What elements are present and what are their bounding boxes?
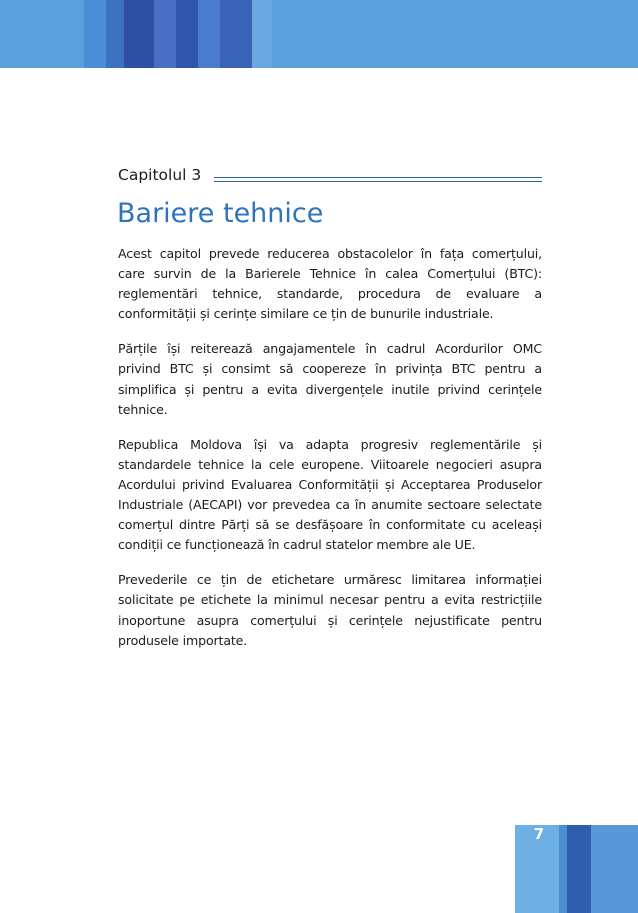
band-stripe [154, 0, 176, 68]
band-stripe [106, 0, 124, 68]
band-stripe [198, 0, 220, 68]
band-stripe [559, 825, 567, 913]
paragraph: Acest capitol prevede reducerea obstacolelor în fața comerțului, care survin de la Barierele Tehnice în calea Comerțului (BTC): reglementări tehnice, standarde, procedura de evaluare a conformității și cerințe similare ce țin de bunurile industriale. [118, 246, 542, 322]
band-stripe [220, 0, 252, 68]
chapter-rule-divider [214, 177, 542, 182]
band-stripe [252, 0, 272, 68]
top-decorative-band [0, 0, 638, 68]
band-stripe [84, 0, 106, 68]
page-title: Bariere tehnice [117, 198, 324, 229]
chapter-label: Capitolul 3 [118, 166, 202, 184]
band-stripe [591, 825, 638, 913]
body-text [118, 244, 542, 666]
paragraph: Părțile își reiterează angajamentele în cadrul Acordurilor OMC privind BTC și consimt să coopereze în privința BTC pentru a simplifica și pentru a evita divergențele inutile privind cerințele tehnice. [118, 341, 542, 417]
paragraph: Prevederile ce țin de etichetare urmăresc limitarea informației solicitate pe etichete la minimul necesar pentru a evita restricțiile inoportune asupra comerțului și cerințele nejustificate pentru produsele importate. [118, 572, 542, 648]
paragraph: Republica Moldova își va adapta progresiv reglementările și standardele tehnice la cele europene. Viitoarele negocieri asupra Acordului privind Evaluarea Conformității și Acceptarea Produselor Industriale (AECAPI) vor prevedea ca în anumite sectoare selectate comerțul dintre Părți să se desfășoare în conformitate cu aceleași condiții ce funcționează în cadrul statelor membre ale UE. [118, 436, 542, 553]
chapter-header [118, 166, 542, 190]
band-stripe [567, 825, 591, 913]
band-stripe [176, 0, 198, 68]
band-stripe [124, 0, 154, 68]
page-number: 7 [533, 825, 545, 843]
